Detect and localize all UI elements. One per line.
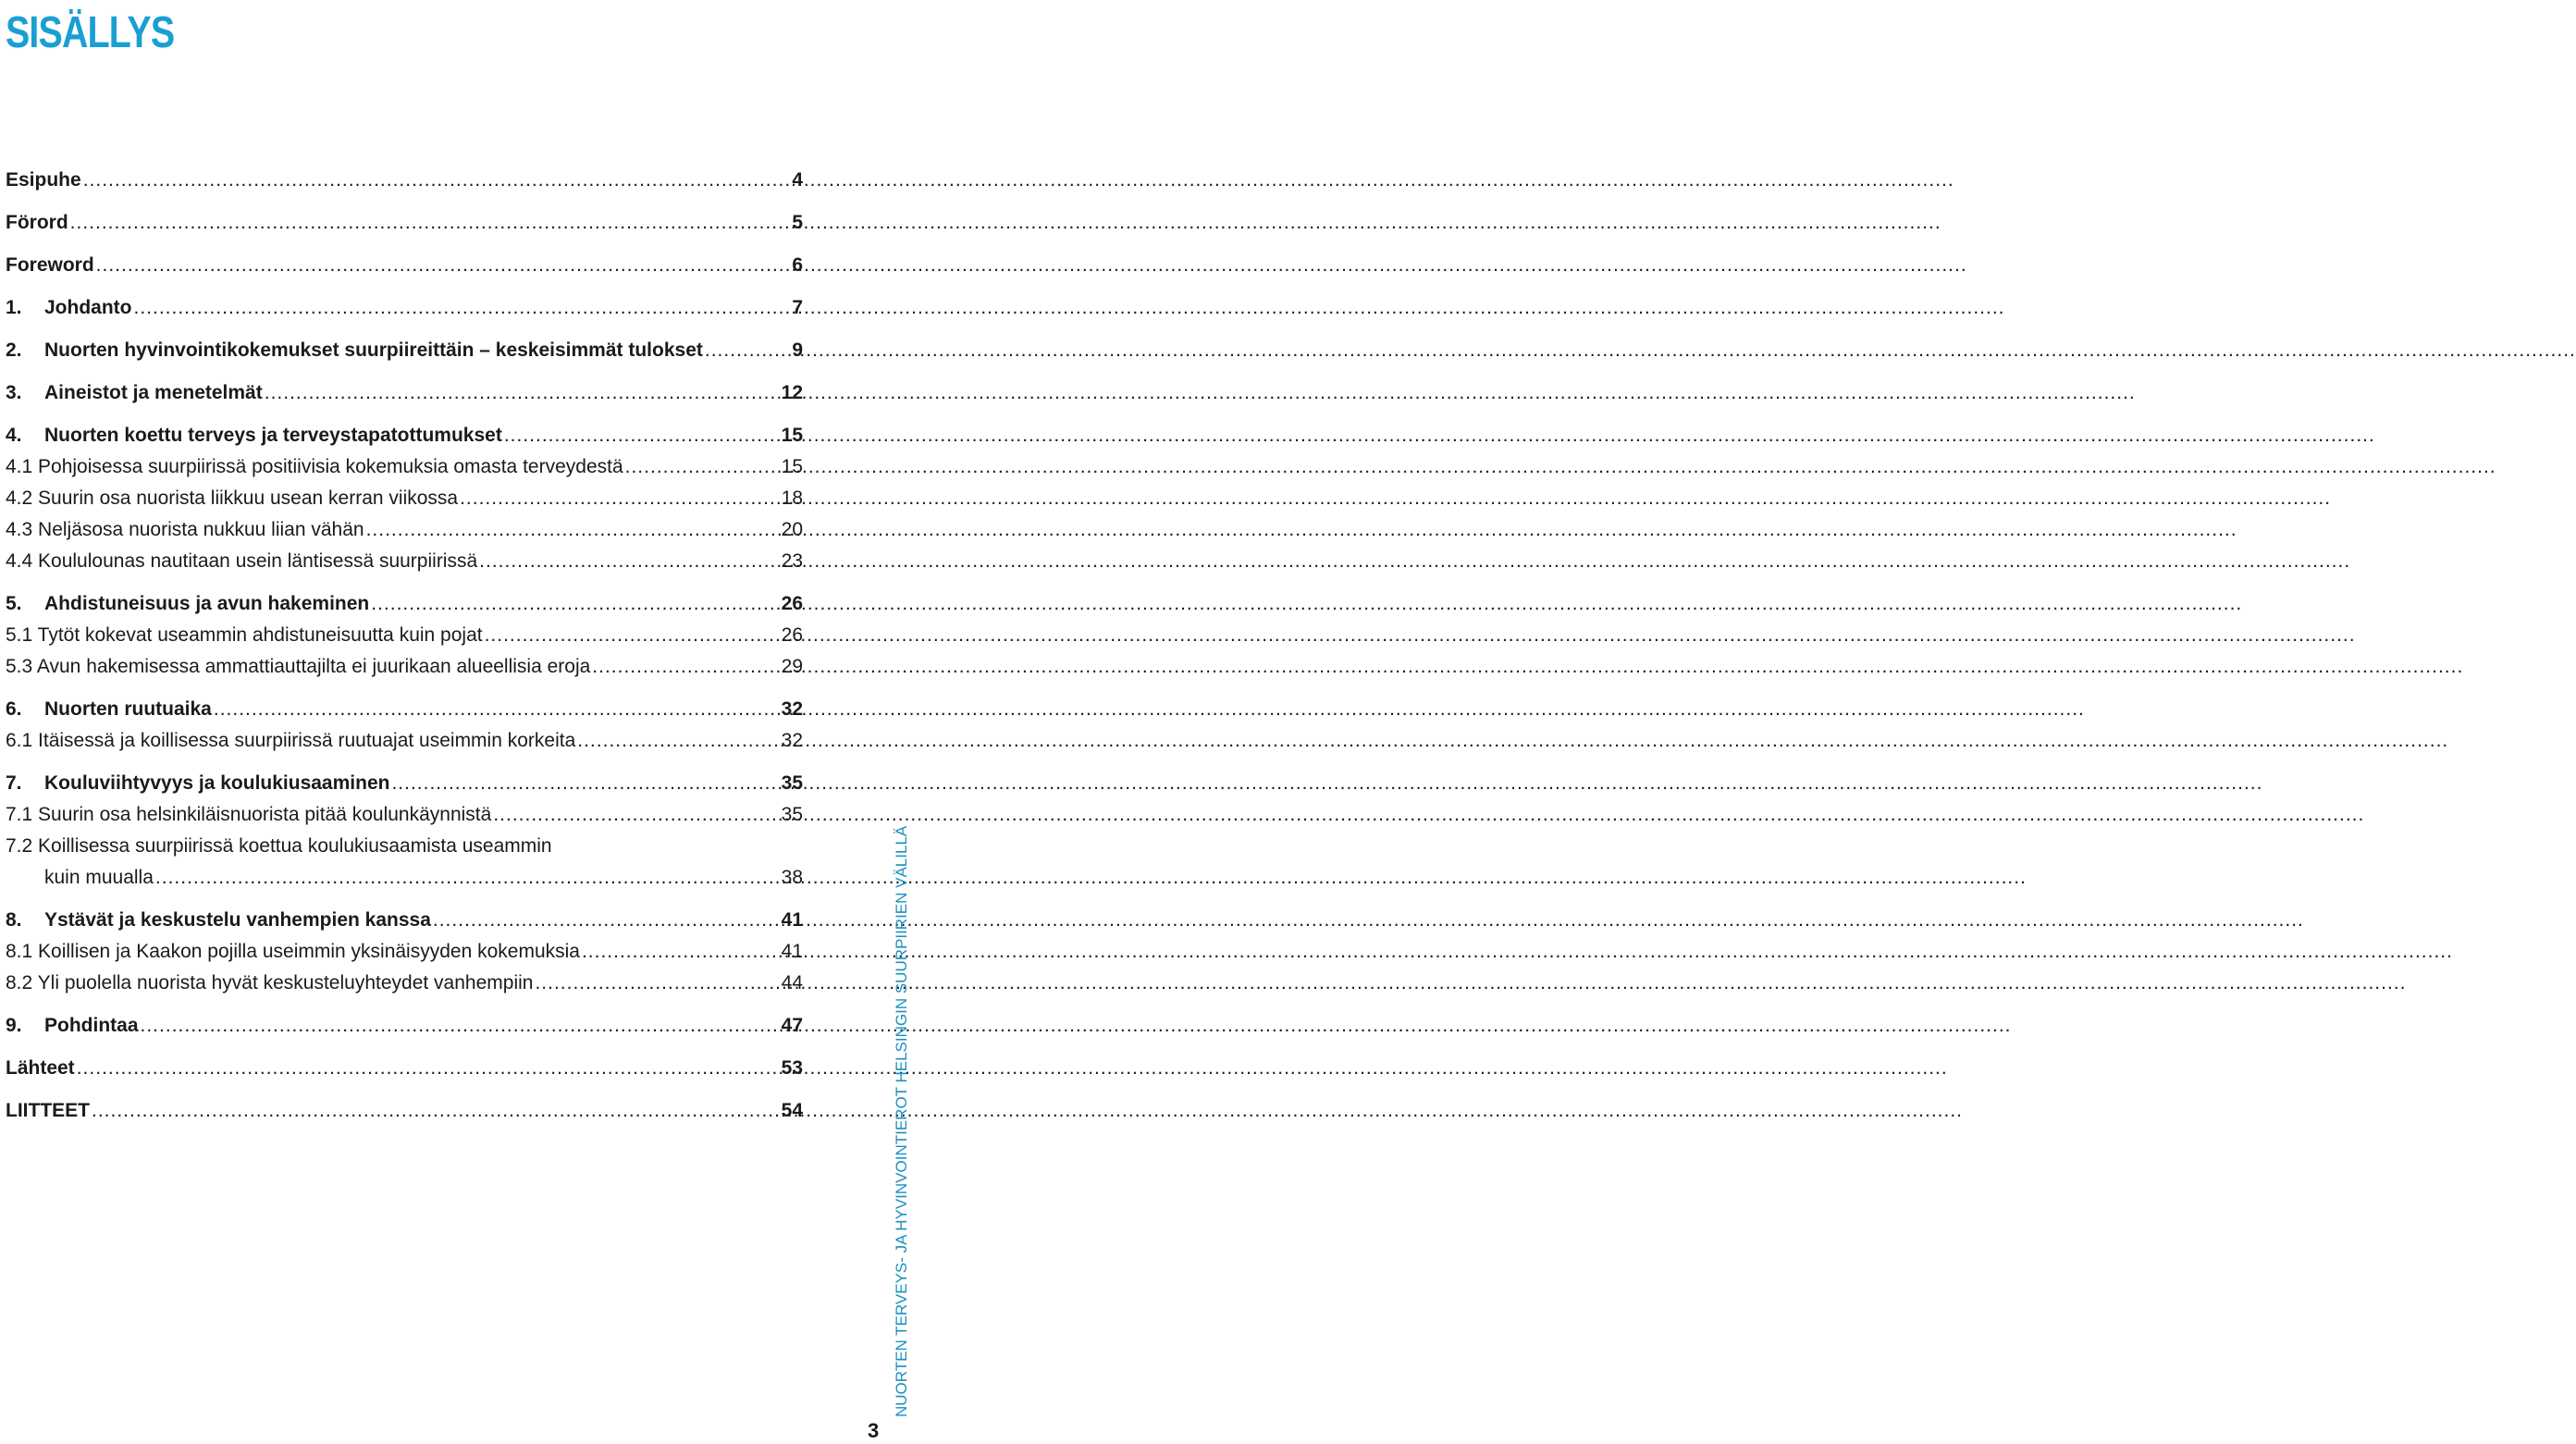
toc-entry-label [6, 456, 623, 478]
toc-entry [6, 730, 803, 752]
toc-entry-page: 5 [792, 212, 803, 233]
toc-entry [6, 1015, 803, 1037]
toc-entry-number: 9. [6, 1015, 22, 1036]
toc-entry [6, 698, 803, 721]
dot-leader [366, 519, 778, 541]
toc-entry [6, 772, 803, 795]
toc-entry [6, 169, 803, 191]
toc-entry-title: 4.3 Neljäsosa nuorista nukkuu liian vähän [6, 519, 364, 540]
toc-entry-title: 7.2 Koillisessa suurpiirissä koettua koulukiusaamista useammin [6, 835, 552, 857]
dot-leader [504, 425, 778, 447]
toc-entry-title: 8.2 Yli puolella nuorista hyvät keskusteluyhteydet vanhempiin [6, 972, 534, 994]
toc-entry-page: 41 [781, 941, 803, 962]
toc-entry-title: Lähteet [6, 1057, 75, 1079]
toc-entry-first-line [6, 835, 803, 858]
dot-leader [577, 730, 777, 752]
toc-entry-title: Kouluviihtyvyys ja koulukiusaaminen [44, 772, 390, 794]
toc-entry [6, 867, 803, 889]
toc-entry-title: Ahdistuneisuus ja avun hakeminen [44, 593, 370, 614]
dot-leader [83, 169, 789, 191]
toc-entry-title: Foreword [6, 254, 94, 276]
toc-entry-number: 5. [6, 593, 22, 614]
toc-entry-number: 3. [6, 382, 22, 403]
toc-entry-label [6, 382, 263, 404]
page-title: SISÄLLYS [6, 8, 175, 57]
toc-entry-label [6, 593, 369, 615]
dot-leader [479, 550, 777, 573]
toc-entry-page: 41 [781, 909, 803, 931]
toc-entry-page: 26 [781, 624, 803, 646]
toc-entry-title: Pohdintaa [44, 1015, 139, 1036]
toc-entry-label [6, 772, 389, 795]
toc-entry-page: 35 [781, 772, 803, 794]
dot-leader [592, 656, 777, 678]
toc-entry-label [6, 297, 132, 319]
toc-entry-page: 7 [792, 297, 803, 318]
toc-entry-page: 9 [792, 339, 803, 361]
toc-entry [6, 519, 803, 541]
dot-leader [625, 456, 778, 478]
toc-entry-page: 32 [781, 730, 803, 751]
dot-leader [134, 297, 789, 319]
toc-entry-page: 53 [781, 1057, 803, 1079]
toc-entry-number: 8. [6, 909, 22, 931]
toc-entry-page: 20 [781, 519, 803, 540]
toc-entry-page: 38 [781, 867, 803, 888]
toc-entry-label [6, 909, 431, 932]
toc-entry-page: 35 [781, 804, 803, 825]
dot-leader [391, 772, 777, 795]
dot-leader [535, 972, 777, 994]
toc-entry-page: 12 [781, 382, 803, 403]
toc-entry-label [6, 1057, 75, 1080]
toc-entry [6, 456, 803, 478]
toc-entry-title: 5.3 Avun hakemisessa ammattiauttajilta ei juurikaan alueellisia eroja [6, 656, 591, 677]
toc-entry-title: Johdanto [44, 297, 132, 318]
toc-entry [6, 488, 803, 510]
toc-entry [6, 254, 803, 277]
toc-entry-page: 29 [781, 656, 803, 677]
toc-entry-title: 4.1 Pohjoisessa suurpiirissä positiivisia kokemuksia omasta terveydestä [6, 456, 623, 477]
toc-entry-title: Aineistot ja menetelmät [44, 382, 263, 403]
toc-entry-title: 6.1 Itäisessä ja koillisessa suurpiirissä ruutuajat useimmin korkeita [6, 730, 576, 751]
toc-entry-page: 26 [781, 593, 803, 614]
toc-entry [6, 1100, 803, 1122]
toc-entry-number: 2. [6, 339, 22, 361]
toc-entry-page: 15 [781, 425, 803, 446]
toc-entry-number: 7. [6, 772, 22, 794]
toc-entry-page: 4 [792, 169, 803, 191]
toc-entry-page: 47 [781, 1015, 803, 1036]
toc-entry [6, 382, 803, 404]
toc-entry-title: 4.4 Koululounas nautitaan usein läntisessä suurpiirissä [6, 550, 478, 572]
toc-entry [6, 297, 803, 319]
toc-entry-page: 18 [781, 488, 803, 509]
dot-leader [265, 382, 778, 404]
dot-leader [371, 593, 777, 615]
toc-entry-label [6, 212, 68, 234]
toc-entry-page: 32 [781, 698, 803, 720]
toc-entry-title: 7.1 Suurin osa helsinkiläisnuorista pitää koulunkäynnistä [6, 804, 492, 825]
toc-entry-label [6, 1100, 90, 1122]
page-number: 3 [868, 1419, 880, 1442]
toc-entry-label [6, 656, 590, 678]
toc-entry [6, 550, 803, 573]
toc-entry-label [6, 254, 94, 277]
toc-entry-number: 1. [6, 297, 22, 318]
toc-entry-label [6, 425, 502, 447]
dot-leader [155, 867, 778, 889]
toc-entry-page: 23 [781, 550, 803, 572]
toc-entry-label [6, 867, 154, 889]
toc-entry-label [6, 698, 212, 721]
dot-leader [92, 1100, 778, 1122]
toc-entry-label [6, 941, 580, 963]
dot-leader [70, 212, 789, 234]
toc-entry-label [6, 730, 575, 752]
toc-entry [6, 593, 803, 615]
toc-entry-title: 8.1 Koillisen ja Kaakon pojilla useimmin yksinäisyyden kokemuksia [6, 941, 580, 962]
toc-entry-label [6, 169, 81, 191]
dot-leader [705, 339, 788, 362]
toc-entry-title: kuin muualla [44, 867, 154, 888]
toc-entry [6, 909, 803, 932]
toc-entry-title: LIITTEET [6, 1100, 90, 1121]
toc-entry [6, 804, 803, 826]
running-header: NUORTEN TERVEYS- JA HYVINVOINTIEROT HELSINGIN SUURPIIRIEN VÄLILLÄ [893, 825, 910, 1417]
toc-entry [6, 1057, 803, 1080]
dot-leader [582, 941, 778, 963]
toc-entry-number: 4. [6, 425, 22, 446]
toc-entry-page: 15 [781, 456, 803, 477]
toc-entry-title: Nuorten hyvinvointikokemukset suurpiireittäin – keskeisimmät tulokset [44, 339, 703, 361]
toc-entry-title: Nuorten ruutuaika [44, 698, 212, 720]
dot-leader [214, 698, 778, 721]
toc-entry-label [6, 804, 491, 826]
toc-entry-label [6, 519, 364, 541]
toc-entry-label [6, 972, 533, 994]
toc-entry-page: 54 [781, 1100, 803, 1121]
toc-entry-title: 5.1 Tytöt kokevat useammin ahdistuneisuutta kuin pojat [6, 624, 483, 646]
toc-entry-title: Esipuhe [6, 169, 81, 191]
toc-entry [6, 972, 803, 994]
toc-entry-page: 44 [781, 972, 803, 994]
dot-leader [460, 488, 778, 510]
toc-entry-title: Ystävät ja keskustelu vanhempien kanssa [44, 909, 431, 931]
toc-entry-number: 6. [6, 698, 22, 720]
toc-entry [6, 656, 803, 678]
dot-leader [485, 624, 778, 647]
dot-leader [96, 254, 789, 277]
toc-entry-label [6, 624, 483, 647]
toc-entry-label [6, 1015, 139, 1037]
dot-leader [433, 909, 778, 932]
toc-entry-title: Förord [6, 212, 68, 233]
toc-entry-label [6, 488, 458, 510]
dot-leader [493, 804, 777, 826]
toc-entry [6, 624, 803, 647]
toc-entry [6, 212, 803, 234]
dot-leader [141, 1015, 778, 1037]
dot-leader [77, 1057, 778, 1080]
toc-entry [6, 339, 803, 362]
toc-entry [6, 941, 803, 963]
toc-entry-label [6, 339, 703, 362]
toc-entry-page: 6 [792, 254, 803, 276]
toc-entry-label [6, 550, 477, 573]
toc-entry-title: 4.2 Suurin osa nuorista liikkuu usean kerran viikossa [6, 488, 459, 509]
toc-entry-title: Nuorten koettu terveys ja terveystapatottumukset [44, 425, 502, 446]
toc-entry [6, 425, 803, 447]
